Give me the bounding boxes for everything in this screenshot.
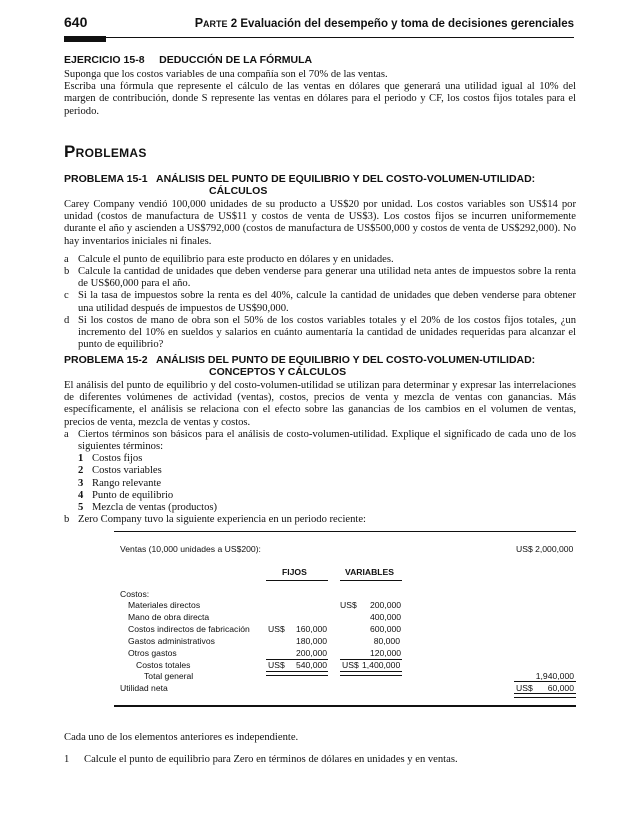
term-number: 1 xyxy=(78,453,84,465)
independence-note: Cada uno de los elementos anteriores es independiente. xyxy=(64,732,299,743)
col-header-fixed-rule xyxy=(266,580,328,581)
list-item xyxy=(64,429,576,453)
row-label: Costos indirectos de fabricación xyxy=(128,624,250,634)
question-text: Calcule el punto de equilibrio para Zero en términos de dólares en unidades y en ventas. xyxy=(84,754,458,765)
problem-15-2-title: PROBLEMA 15-2 ANÁLISIS DEL PUNTO DE EQUILIBRIO Y DEL COSTO-VOLUMEN-UTILIDAD: xyxy=(64,354,536,366)
sales-label: Ventas (10,000 unidades a US$200): xyxy=(120,544,261,554)
item-letter: d xyxy=(64,314,70,326)
row-label: Otros gastos xyxy=(128,648,177,658)
costs-label: Costos: xyxy=(120,589,150,599)
item-letter: b xyxy=(64,514,70,526)
item-letter: a xyxy=(64,428,69,440)
row-fixed-value: 160,000 xyxy=(296,624,328,634)
net-income-label: Utilidad neta xyxy=(120,683,168,693)
col-header-variable: VARIABLES xyxy=(345,567,395,577)
exercise-text-2: Escriba una fórmula que represente el cálculo de las ventas en dólares que generará una utilidad igual al 10% del margen de contribución, donde S represente las ventas en dólares para el periodo y CF, los costos fijos totales para el periodo. xyxy=(64,81,576,117)
problem-15-1-title: PROBLEMA 15-1 ANÁLISIS DEL PUNTO DE EQUILIBRIO Y DEL COSTO-VOLUMEN-UTILIDAD: xyxy=(64,173,536,185)
row-fixed-value: 180,000 xyxy=(296,636,328,646)
term-item xyxy=(64,478,576,490)
total-costs-label: Costos totales xyxy=(136,660,191,670)
term-item xyxy=(64,465,576,477)
total-fixed-value: 540,000 xyxy=(296,660,328,670)
term-item xyxy=(64,453,576,465)
net-income-double-rule xyxy=(514,693,576,698)
row-label: Materiales directos xyxy=(128,600,201,610)
term-item xyxy=(64,490,576,502)
item-text: Si los costos de mano de obra son el 50% de los costos variables totales y el 20% de los costos fijos totales, ¿un incremento del 10% en sueldos y salarios en cuánto aumentaría la cantidad de unidades requeridas para alcanzar el punto de equilibrio? xyxy=(78,314,576,351)
currency-symbol: US$ xyxy=(268,624,285,634)
currency-symbol: US$ xyxy=(516,683,533,693)
term-number: 4 xyxy=(78,489,84,501)
total-double-rule-variable xyxy=(340,671,402,676)
problem-15-1 xyxy=(64,173,576,351)
question-1 xyxy=(64,754,576,766)
exercise-title: EJERCICIO 15-8 DEDUCCIÓN DE LA FÓRMULA xyxy=(64,54,313,66)
col-header-fixed: FIJOS xyxy=(282,567,307,577)
part-label: Parte xyxy=(194,16,228,30)
row-variable-value: 200,000 xyxy=(370,600,402,610)
row-fixed-value: 200,000 xyxy=(296,648,328,658)
question-number: 1 xyxy=(64,754,70,765)
term-item xyxy=(64,502,576,514)
currency-symbol: US$ xyxy=(268,660,285,670)
list-item xyxy=(64,315,576,352)
total-variable-value: 1,400,000 xyxy=(362,660,401,670)
term-text: Costos fijos xyxy=(92,453,143,465)
row-label: Gastos administrativos xyxy=(128,636,215,646)
term-number: 5 xyxy=(78,502,84,514)
problem-15-1-items xyxy=(64,254,576,352)
sales-value: US$ 2,000,000 xyxy=(516,544,574,554)
page-header xyxy=(64,12,574,34)
item-letter: b xyxy=(64,266,70,278)
row-label: Mano de obra directa xyxy=(128,612,210,622)
item-text: Si la tasa de impuestos sobre la renta es del 40%, calcule la cantidad de unidades que deben venderse para obtener una utilidad después de impuestos de US$90,000. xyxy=(78,290,576,314)
table-bottom-rule xyxy=(114,705,576,707)
running-title xyxy=(195,16,574,30)
part-title: 2 Evaluación del desempeño y toma de decisiones gerenciales xyxy=(230,18,574,30)
exercise-text-1: Suponga que los costos variables de una compañía son el 70% de las ventas. xyxy=(64,69,388,80)
col-header-variable-rule xyxy=(340,580,402,581)
list-item xyxy=(64,514,576,526)
currency-symbol: US$ xyxy=(342,660,359,670)
item-letter: a xyxy=(64,253,69,265)
grand-total-rule xyxy=(514,681,576,682)
problem-15-1-subtitle: CÁLCULOS xyxy=(209,185,268,197)
term-text: Punto de equilibrio xyxy=(92,489,174,501)
problem-15-2-text: El análisis del punto de equilibrio y del costo-volumen-utilidad se utilizan para determinar y expresar las interrelaciones de diferentes volúmenes de actividad (ventas), costos, precios de venta y mezcla de ventas con ganancias. Más específicamente, el análisis se relaciona con el efecto sobre las ganancias de los cambios en el volumen de ventas, precios de venta, mezcla de ventas y costos. xyxy=(64,380,576,428)
item-text: Calcule el punto de equilibrio para este producto en dólares y en unidades. xyxy=(78,253,394,265)
table-top-rule xyxy=(114,531,576,532)
term-text: Costos variables xyxy=(92,465,162,477)
problem-15-2-subtitle: CONCEPTOS Y CÁLCULOS xyxy=(209,366,347,378)
grand-total-value: 1,940,000 xyxy=(535,671,574,681)
list-item xyxy=(64,266,576,290)
problems-heading: Problemas xyxy=(64,142,147,161)
item-text: Zero Company tuvo la siguiente experiencia en un periodo reciente: xyxy=(78,514,366,526)
grand-total-label: Total general xyxy=(144,671,194,681)
row-variable-value: 120,000 xyxy=(370,648,402,658)
item-text: Calcule la cantidad de unidades que deben venderse para generar una utilidad neta antes de impuestos sobre la renta de US$60,000 para el año. xyxy=(78,266,576,290)
list-item xyxy=(64,254,576,266)
term-text: Rango relevante xyxy=(92,477,162,489)
list-item xyxy=(64,290,576,314)
net-income-value: 60,000 xyxy=(547,683,574,693)
row-variable-value: 400,000 xyxy=(370,612,402,622)
income-statement-table xyxy=(64,531,578,707)
term-number: 2 xyxy=(78,465,84,477)
total-double-rule-fixed xyxy=(266,671,328,676)
term-number: 3 xyxy=(78,477,84,489)
item-text: Ciertos términos son básicos para el análisis de costo-volumen-utilidad. Explique el significado de cada uno de los siguientes términos: xyxy=(78,428,576,453)
row-variable-value: 600,000 xyxy=(370,624,402,634)
currency-symbol: US$ xyxy=(340,600,357,610)
row-variable-value: 80,000 xyxy=(373,636,400,646)
item-letter: c xyxy=(64,290,69,302)
problem-15-2 xyxy=(64,354,576,526)
header-rule xyxy=(64,37,574,38)
header-rule-block xyxy=(64,36,106,42)
exercise-15-8 xyxy=(64,54,576,118)
page-number: 640 xyxy=(64,14,88,30)
problem-15-1-text: Carey Company vendió 100,000 unidades de su producto a US$20 por unidad. Los costos variables son US$14 por unidad (costos de manufactura de US$11 y costos de venta de US$3). Los costos fijos se incurren uniformemente durante el año y ascienden a US$792,000 (costos de manufactura de US$500,000 y costos de venta de US$292,000). No hay inventarios iniciales ni finales. xyxy=(64,199,576,247)
term-text: Mezcla de ventas (productos) xyxy=(92,502,218,514)
